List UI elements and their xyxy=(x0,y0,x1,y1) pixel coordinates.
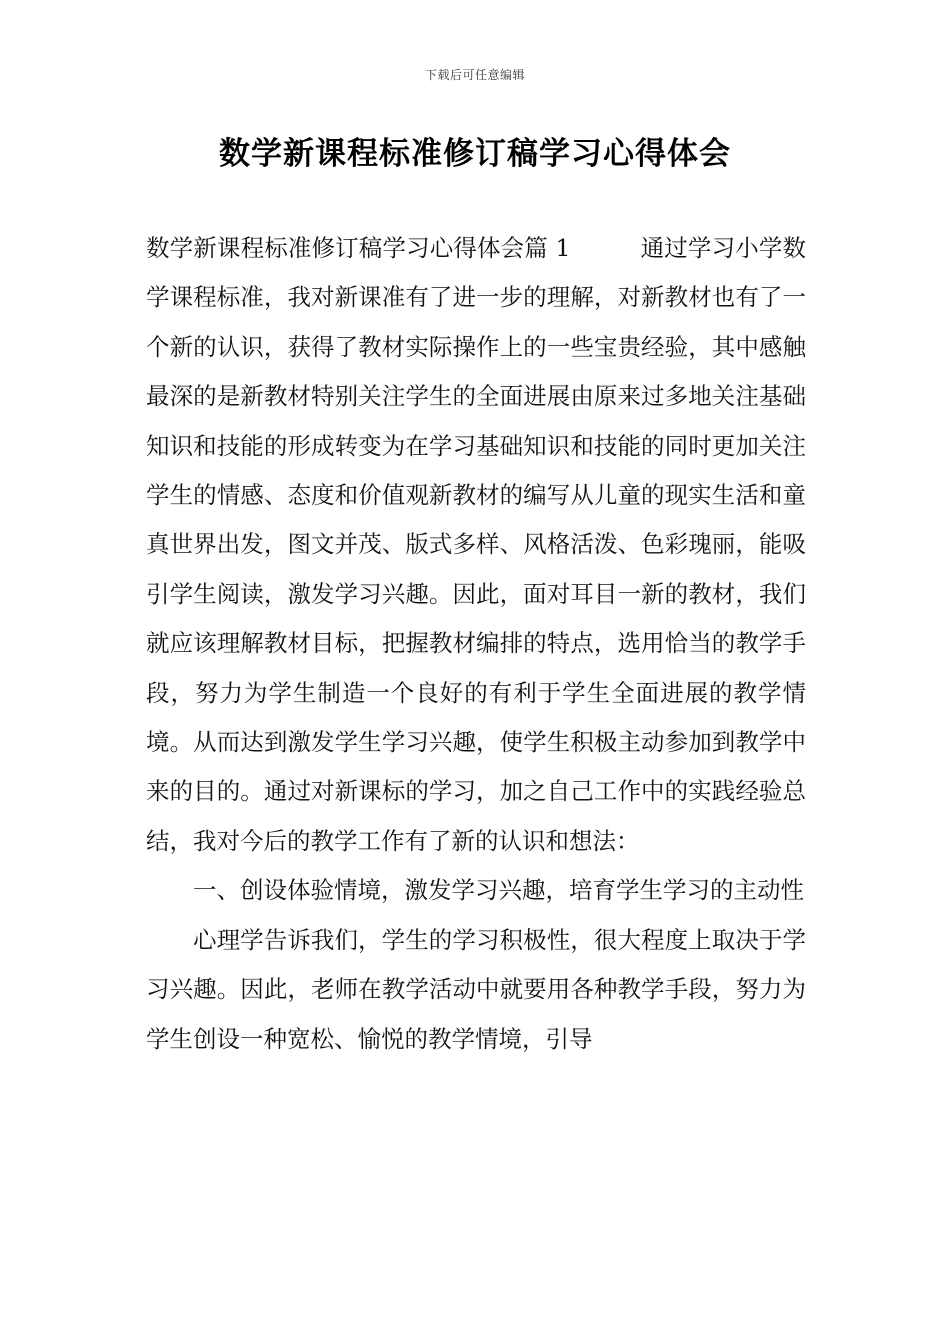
subheading-1: 一、创设体验情境，激发学习兴趣，培育学生学习的主动性 xyxy=(193,876,804,905)
header-note: 下载后可任意编辑 xyxy=(424,68,525,82)
paragraph-psychology: 心理学告诉我们，学生的学习积极性，很大程度上取决于学习兴趣。因此，老师在教学活动中就要用各种教学手段，努力为学生创设一种宽松、愉悦的教学情境，引导 xyxy=(146,925,806,1053)
document-body xyxy=(146,224,806,1064)
document-title: 数学新课程标准修订稿学习心得体会 xyxy=(219,136,731,172)
paragraph-intro xyxy=(146,224,806,866)
paragraph-text: 通过学习小学数学课程标准，我对新课准有了进一步的理解，对新教材也有了一个新的认识，获得了教材实际操作上的一些宝贵经验，其中感触最深的是新教材特别关注学生的全面进展由原来过多地关注基础知识和技能的形成转变为在学习基础知识和技能的同时更加关注学生的情感、态度和价值观新教材的编写从儿童的现实生活和童真世界出发，图文并茂、版式多样、风格活泼、色彩瑰丽，能吸引学生阅读，激发学习兴趣。因此，面对耳目一新的教材，我们就应该理解教材目标，把握教材编排的特点，选用恰当的教学手段，努力为学生制造一个良好的有利于学生全面进展的教学情境。从而达到激发学生学习兴趣，使学生积极主动参加到教学中来的目的。通过对新课标的学习，加之自己工作中的实践经验总结，我对今后的教学工作有了新的认识和想法： xyxy=(146,234,807,855)
section-heading: 数学新课程标准修订稿学习心得体会篇 1 xyxy=(146,234,571,262)
